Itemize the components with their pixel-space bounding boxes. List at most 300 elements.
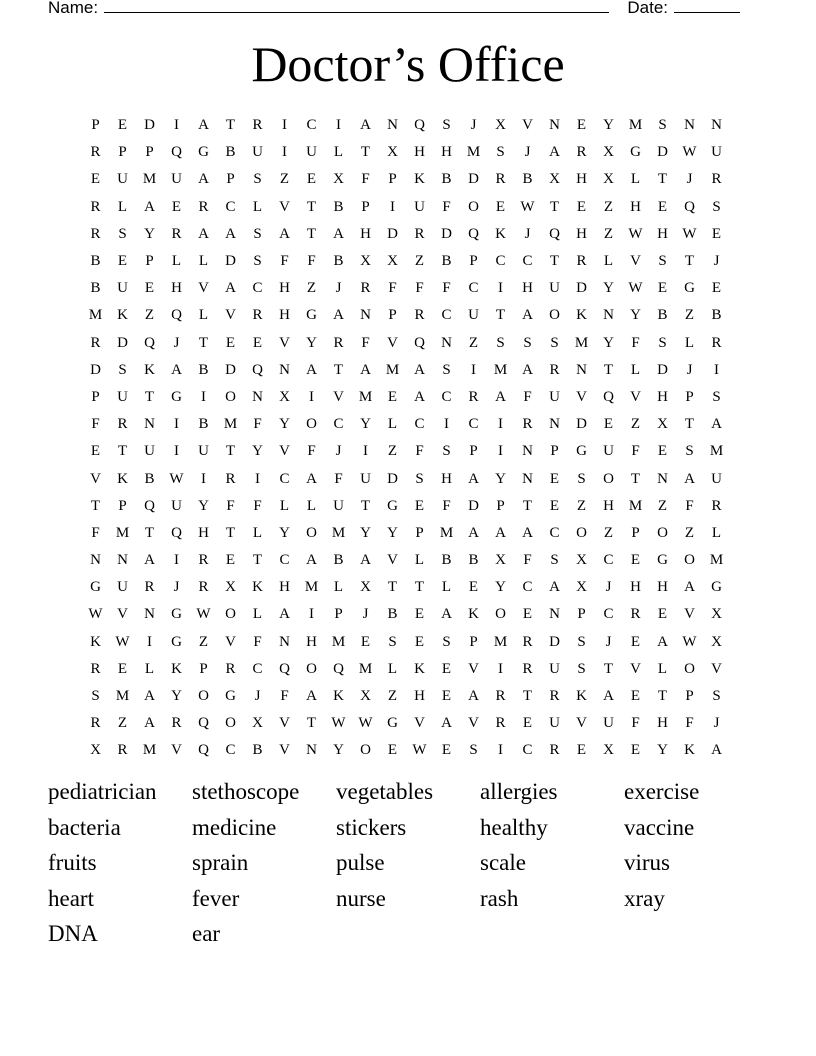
grid-letter: N [576, 361, 587, 378]
grid-letter: C [468, 416, 479, 433]
grid-letter: U [198, 443, 209, 460]
grid-letter: T [684, 416, 695, 433]
word-bank-item: ear [192, 921, 221, 947]
grid-letter: U [603, 443, 614, 460]
name-label: Name: [48, 0, 99, 17]
grid-letter: U [333, 497, 344, 514]
grid-letter: E [495, 198, 506, 215]
grid-letter: K [117, 307, 128, 324]
grid-letter: E [441, 660, 452, 677]
grid-letter: E [441, 688, 452, 705]
grid-letter: E [306, 171, 317, 188]
grid-letter: X [387, 253, 398, 270]
grid-letter: D [441, 225, 452, 242]
grid-letter: E [117, 660, 128, 677]
grid-letter: S [550, 334, 559, 351]
grid-letter: A [522, 307, 533, 324]
grid-letter: V [198, 280, 209, 297]
grid-letter: U [252, 144, 263, 161]
grid-letter: C [468, 280, 479, 297]
grid-letter: F [307, 443, 316, 460]
grid-letter: E [441, 742, 452, 759]
grid-letter: G [576, 443, 587, 460]
grid-letter: A [171, 361, 182, 378]
grid-letter: B [441, 552, 452, 569]
date-blank-line[interactable] [674, 0, 740, 13]
grid-letter: Z [576, 497, 587, 514]
grid-letter: I [174, 416, 179, 433]
grid-letter: O [225, 606, 236, 623]
grid-letter: U [414, 198, 425, 215]
grid-letter: M [358, 388, 373, 405]
header [48, 0, 740, 20]
grid-letter: R [495, 715, 506, 732]
grid-letter: P [577, 606, 586, 623]
grid-letter: V [279, 715, 290, 732]
grid-letter: A [360, 117, 371, 134]
grid-letter: G [387, 715, 398, 732]
grid-letter: F [523, 552, 532, 569]
grid-letter: R [360, 280, 371, 297]
grid-letter: X [603, 171, 614, 188]
grid-letter: I [498, 660, 503, 677]
grid-letter: Q [144, 497, 155, 514]
grid-letter: N [252, 388, 263, 405]
grid-letter: O [549, 307, 560, 324]
grid-letter: V [387, 334, 398, 351]
grid-letter: P [415, 524, 424, 541]
date-field [627, 0, 740, 18]
grid-row [82, 683, 730, 710]
grid-letter: V [279, 334, 290, 351]
grid-letter: R [468, 388, 479, 405]
grid-letter: M [142, 742, 157, 759]
grid-letter: H [441, 470, 452, 487]
grid-letter: A [333, 225, 344, 242]
grid-letter: M [709, 443, 724, 460]
grid-letter: Z [603, 524, 614, 541]
word-bank-item: scale [480, 850, 526, 876]
grid-letter: T [333, 361, 344, 378]
grid-letter: S [388, 633, 397, 650]
grid-letter: T [360, 497, 371, 514]
grid-letter: A [684, 470, 695, 487]
grid-letter: O [225, 715, 236, 732]
grid-letter: E [576, 742, 587, 759]
grid-letter: T [603, 361, 614, 378]
grid-letter: D [225, 361, 236, 378]
grid-letter: H [657, 579, 668, 596]
grid-letter: K [90, 633, 101, 650]
grid-letter: S [658, 253, 667, 270]
grid-letter: F [631, 443, 640, 460]
grid-letter: S [685, 443, 694, 460]
grid-letter: M [331, 524, 346, 541]
grid-letter: S [253, 253, 262, 270]
grid-letter: E [576, 117, 587, 134]
grid-letter: R [198, 198, 209, 215]
grid-letter: T [495, 307, 506, 324]
grid-letter: J [524, 225, 531, 242]
grid-letter: L [144, 660, 155, 677]
name-field [48, 0, 609, 18]
grid-letter: M [628, 497, 643, 514]
grid-letter: V [117, 606, 128, 623]
grid-letter: R [90, 715, 101, 732]
grid-letter: V [684, 606, 695, 623]
grid-letter: V [279, 742, 290, 759]
grid-letter: X [360, 579, 371, 596]
grid-letter: R [225, 470, 236, 487]
grid-letter: I [498, 742, 503, 759]
grid-row [82, 166, 730, 193]
grid-letter: A [279, 225, 290, 242]
grid-letter: V [225, 633, 236, 650]
grid-letter: A [468, 524, 479, 541]
grid-letter: N [441, 334, 452, 351]
grid-letter: E [657, 280, 668, 297]
grid-letter: G [171, 606, 182, 623]
grid-letter: G [198, 144, 209, 161]
grid-letter: P [631, 524, 640, 541]
grid-letter: G [630, 144, 641, 161]
grid-letter: D [549, 633, 560, 650]
grid-letter: O [225, 388, 236, 405]
grid-letter: H [630, 198, 641, 215]
grid-letter: P [145, 144, 154, 161]
date-label: Date: [627, 0, 668, 17]
grid-letter: E [576, 198, 587, 215]
grid-letter: U [468, 307, 479, 324]
grid-letter: O [657, 524, 668, 541]
grid-letter: L [279, 497, 290, 514]
grid-letter: U [171, 171, 182, 188]
grid-letter: D [657, 361, 668, 378]
grid-letter: C [603, 552, 614, 569]
page-title: Doctor’s Office [251, 36, 565, 92]
grid-letter: Z [117, 715, 128, 732]
name-blank-line[interactable] [104, 0, 609, 13]
grid-letter: I [498, 443, 503, 460]
grid-letter: Y [603, 117, 614, 134]
grid-letter: R [252, 307, 263, 324]
grid-letter: Y [279, 524, 290, 541]
grid-letter: A [360, 552, 371, 569]
grid-letter: A [306, 361, 317, 378]
grid-letter: E [522, 715, 533, 732]
grid-letter: D [468, 171, 479, 188]
grid-letter: C [603, 606, 614, 623]
grid-letter: V [576, 388, 587, 405]
grid-letter: F [523, 388, 532, 405]
grid-letter: C [522, 742, 533, 759]
grid-letter: H [576, 171, 587, 188]
word-bank-item: pulse [336, 850, 385, 876]
grid-letter: Y [279, 416, 290, 433]
grid-letter: P [91, 117, 100, 134]
grid-letter: E [90, 171, 101, 188]
grid-letter: W [88, 606, 103, 623]
grid-letter: A [333, 307, 344, 324]
grid-letter: P [118, 144, 127, 161]
grid-letter: T [198, 334, 209, 351]
grid-letter: G [387, 497, 398, 514]
grid-letter: Z [684, 307, 695, 324]
grid-letter: X [360, 253, 371, 270]
grid-letter: E [630, 742, 641, 759]
grid-letter: R [576, 253, 587, 270]
grid-letter: M [88, 307, 103, 324]
grid-letter: N [117, 552, 128, 569]
grid-letter: I [714, 361, 719, 378]
grid-letter: Z [198, 633, 209, 650]
grid-letter: B [333, 198, 344, 215]
grid-letter: H [657, 388, 668, 405]
grid-letter: A [711, 742, 722, 759]
grid-letter: U [711, 144, 722, 161]
grid-letter: U [360, 470, 371, 487]
grid-letter: L [441, 579, 452, 596]
grid-letter: W [682, 633, 697, 650]
grid-letter: I [309, 388, 314, 405]
grid-letter: G [171, 633, 182, 650]
grid-letter: S [253, 171, 262, 188]
grid-letter: H [414, 688, 425, 705]
grid-letter: O [468, 198, 479, 215]
grid-letter: T [306, 198, 317, 215]
grid-letter: S [118, 361, 127, 378]
grid-letter: F [280, 688, 289, 705]
grid-letter: R [549, 688, 560, 705]
grid-letter: J [362, 606, 369, 623]
grid-letter: K [684, 742, 695, 759]
grid-letter: E [414, 633, 425, 650]
grid-letter: A [360, 361, 371, 378]
grid-letter: U [711, 470, 722, 487]
grid-letter: C [306, 117, 317, 134]
grid-letter: J [173, 579, 180, 596]
grid-letter: K [414, 171, 425, 188]
grid-letter: U [117, 388, 128, 405]
grid-letter: A [225, 280, 236, 297]
grid-letter: S [253, 225, 262, 242]
grid-letter: Q [171, 524, 182, 541]
grid-letter: D [468, 497, 479, 514]
grid-letter: I [174, 117, 179, 134]
grid-letter: U [549, 388, 560, 405]
grid-letter: U [549, 660, 560, 677]
grid-letter: S [550, 552, 559, 569]
grid-letter: Q [603, 388, 614, 405]
grid-letter: K [576, 307, 587, 324]
grid-letter: Y [360, 416, 371, 433]
grid-letter: T [90, 497, 101, 514]
grid-letter: K [468, 606, 479, 623]
grid-letter: A [144, 552, 155, 569]
grid-letter: H [603, 497, 614, 514]
grid-letter: W [682, 225, 697, 242]
grid-letter: M [709, 552, 724, 569]
grid-row [82, 574, 730, 601]
grid-letter: H [630, 579, 641, 596]
grid-letter: T [522, 497, 533, 514]
grid-letter: B [333, 253, 344, 270]
grid-letter: E [90, 443, 101, 460]
grid-letter: L [252, 606, 263, 623]
grid-letter: A [711, 416, 722, 433]
grid-letter: X [603, 144, 614, 161]
word-bank-item: DNA [48, 921, 98, 947]
grid-letter: E [630, 688, 641, 705]
grid-letter: L [198, 307, 209, 324]
grid-letter: A [279, 606, 290, 623]
grid-letter: M [493, 633, 508, 650]
grid-letter: Z [144, 307, 155, 324]
grid-letter: G [711, 579, 722, 596]
grid-row [82, 438, 730, 465]
grid-letter: A [225, 225, 236, 242]
grid-row [82, 520, 730, 547]
grid-letter: X [576, 579, 587, 596]
grid-letter: T [630, 470, 641, 487]
grid-letter: O [198, 688, 209, 705]
grid-letter: F [442, 198, 451, 215]
grid-letter: E [630, 633, 641, 650]
grid-letter: P [388, 307, 397, 324]
grid-letter: X [495, 117, 506, 134]
grid-letter: N [144, 416, 155, 433]
grid-letter: L [630, 361, 641, 378]
grid-letter: I [201, 388, 206, 405]
grid-letter: B [441, 253, 452, 270]
grid-letter: O [576, 524, 587, 541]
grid-letter: R [171, 715, 182, 732]
grid-letter: U [603, 715, 614, 732]
grid-letter: T [225, 524, 236, 541]
grid-letter: V [333, 388, 344, 405]
grid-letter: T [225, 443, 236, 460]
grid-letter: W [331, 715, 346, 732]
grid-letter: N [603, 307, 614, 324]
grid-letter: W [412, 742, 427, 759]
grid-letter: A [441, 606, 452, 623]
grid-letter: S [442, 443, 451, 460]
grid-letter: Y [252, 443, 263, 460]
grid-letter: K [252, 579, 263, 596]
grid-row [82, 601, 730, 628]
grid-letter: N [144, 606, 155, 623]
grid-letter: R [630, 606, 641, 623]
grid-letter: X [603, 742, 614, 759]
grid-letter: P [91, 388, 100, 405]
grid-letter: I [201, 470, 206, 487]
grid-letter: A [549, 144, 560, 161]
grid-letter: A [414, 388, 425, 405]
grid-letter: P [388, 171, 397, 188]
grid-letter: R [711, 497, 722, 514]
grid-letter: R [711, 334, 722, 351]
word-bank-item: rash [480, 885, 519, 911]
grid-letter: K [171, 660, 182, 677]
grid-letter: C [522, 253, 533, 270]
grid-letter: Y [360, 524, 371, 541]
grid-letter: G [171, 388, 182, 405]
grid-letter: N [549, 117, 560, 134]
grid-letter: O [684, 552, 695, 569]
grid-letter: X [387, 144, 398, 161]
grid-row [82, 384, 730, 411]
grid-letter: Q [171, 307, 182, 324]
grid-letter: Z [657, 497, 668, 514]
grid-letter: Z [630, 416, 641, 433]
grid-letter: A [198, 171, 209, 188]
grid-letter: V [630, 388, 641, 405]
grid-letter: H [657, 715, 668, 732]
grid-letter: V [468, 660, 479, 677]
grid-letter: F [307, 253, 316, 270]
grid-letter: H [522, 280, 533, 297]
grid-letter: A [522, 361, 533, 378]
grid-letter: I [336, 117, 341, 134]
grid-letter: E [657, 198, 668, 215]
grid-letter: J [524, 144, 531, 161]
grid-letter: Z [387, 443, 398, 460]
grid-letter: J [605, 579, 612, 596]
grid-letter: A [657, 633, 668, 650]
grid-letter: L [414, 552, 425, 569]
grid-row [82, 493, 730, 520]
grid-letter: F [361, 334, 370, 351]
grid-letter: F [442, 280, 451, 297]
grid-letter: V [522, 117, 533, 134]
grid-letter: E [630, 552, 641, 569]
word-bank-item: stickers [336, 814, 407, 840]
grid-letter: T [306, 225, 317, 242]
grid-letter: U [117, 579, 128, 596]
grid-letter: L [252, 524, 263, 541]
grid-letter: V [387, 552, 398, 569]
grid-letter: Q [144, 334, 155, 351]
grid-letter: Y [495, 579, 506, 596]
grid-letter: T [306, 715, 317, 732]
grid-letter: L [387, 416, 398, 433]
grid-letter: B [198, 361, 209, 378]
grid-letter: M [115, 524, 130, 541]
grid-letter: C [549, 524, 560, 541]
grid-letter: A [306, 552, 317, 569]
grid-letter: O [603, 470, 614, 487]
word-bank-item: heart [48, 885, 94, 911]
grid-letter: B [90, 280, 101, 297]
grid-letter: R [711, 171, 722, 188]
grid-letter: R [414, 225, 425, 242]
grid-letter: N [360, 307, 371, 324]
grid-letter: K [495, 225, 506, 242]
grid-letter: C [522, 579, 533, 596]
grid-letter: I [255, 470, 260, 487]
grid-letter: Q [468, 225, 479, 242]
grid-letter: C [225, 742, 236, 759]
grid-letter: Q [333, 660, 344, 677]
grid-letter: J [335, 443, 342, 460]
grid-letter: S [496, 144, 505, 161]
grid-letter: Z [306, 280, 317, 297]
grid-letter: A [441, 715, 452, 732]
grid-letter: R [414, 307, 425, 324]
grid-letter: I [174, 443, 179, 460]
grid-row [82, 737, 730, 764]
grid-letter: T [387, 579, 398, 596]
